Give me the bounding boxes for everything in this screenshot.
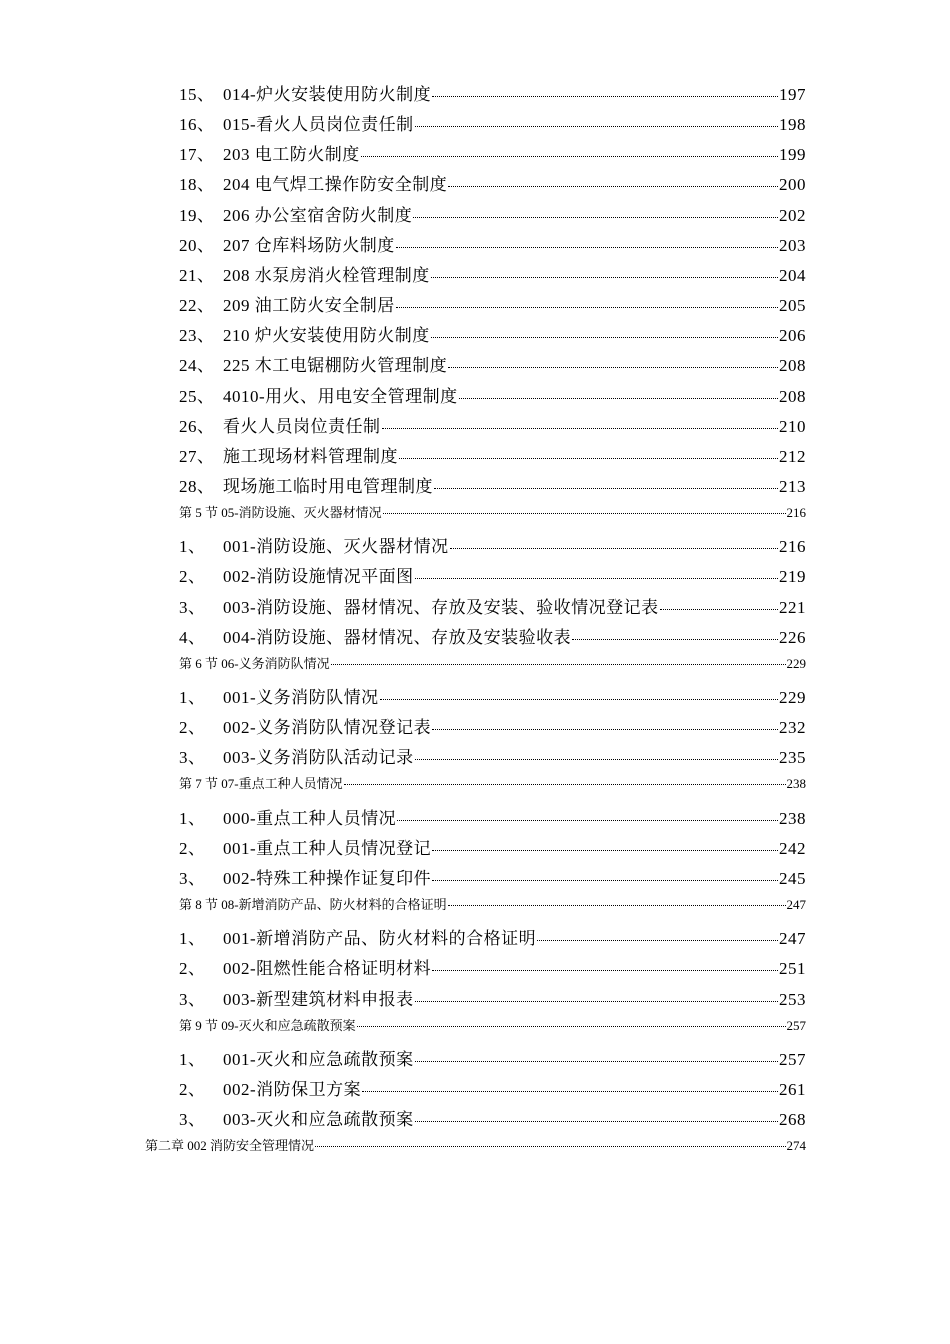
toc-entry[interactable] bbox=[179, 1105, 806, 1135]
toc-page-number: 197 bbox=[779, 85, 806, 104]
toc-entry-title: 210 炉火安装使用防火制度 bbox=[223, 326, 430, 346]
toc-entry-title: 206 办公室宿舍防火制度 bbox=[223, 205, 413, 225]
toc-entry-number: 25、 bbox=[179, 386, 215, 406]
toc-page-number: 202 bbox=[779, 205, 806, 225]
toc-entry[interactable] bbox=[179, 80, 806, 110]
dot-leader bbox=[459, 397, 778, 399]
toc-page-number: 242 bbox=[779, 838, 806, 858]
toc-entry-title: 004-消防设施、器材情况、存放及安装验收表 bbox=[223, 627, 572, 647]
toc-page-number: 208 bbox=[779, 356, 806, 376]
toc-entry[interactable] bbox=[179, 864, 806, 894]
toc-entry-number: 4、 bbox=[179, 627, 206, 647]
toc-page-number: 210 bbox=[779, 416, 806, 436]
dot-leader bbox=[397, 819, 778, 821]
dot-leader bbox=[396, 246, 778, 248]
dot-leader bbox=[383, 512, 786, 514]
toc-section-heading[interactable] bbox=[179, 502, 806, 532]
toc-entry-title: 002-特殊工种操作证复印件 bbox=[223, 868, 432, 888]
toc-entry[interactable] bbox=[179, 1045, 806, 1075]
toc-page-number: 274 bbox=[786, 1138, 806, 1154]
toc-entry-title: 001-义务消防队情况 bbox=[223, 688, 379, 707]
toc-page-number: 221 bbox=[779, 597, 806, 617]
toc-entry-title: 现场施工临时用电管理制度 bbox=[223, 476, 433, 496]
toc-entry[interactable] bbox=[179, 562, 806, 592]
toc-entry[interactable] bbox=[179, 924, 806, 954]
dot-leader bbox=[448, 904, 786, 906]
toc-entry-number: 3、 bbox=[179, 597, 206, 617]
toc-section-heading[interactable] bbox=[179, 773, 806, 803]
dot-leader bbox=[396, 306, 778, 308]
toc-entry[interactable] bbox=[179, 321, 806, 351]
toc-entry-number: 22、 bbox=[179, 296, 215, 316]
toc-entry[interactable] bbox=[179, 683, 806, 713]
toc-page-number: 229 bbox=[786, 655, 806, 671]
toc-entry-number: 21、 bbox=[179, 265, 215, 285]
dot-leader bbox=[415, 577, 778, 579]
toc-entry[interactable] bbox=[179, 201, 806, 231]
toc-entry-title: 看火人员岗位责任制 bbox=[223, 416, 381, 436]
dot-leader bbox=[399, 457, 778, 459]
toc-entry-number: 23、 bbox=[179, 326, 215, 346]
toc-entry[interactable] bbox=[179, 412, 806, 442]
dot-leader bbox=[415, 1060, 778, 1062]
dot-leader bbox=[415, 1000, 778, 1002]
toc-page-number: 226 bbox=[779, 627, 806, 647]
toc-entry[interactable] bbox=[179, 231, 806, 261]
toc-entry-title: 208 水泵房消火栓管理制度 bbox=[223, 265, 430, 285]
toc-entry-title: 第 8 节 08-新增消防产品、防火材料的合格证明 bbox=[179, 897, 447, 913]
toc-entry-title: 003-新型建筑材料申报表 bbox=[223, 989, 414, 1009]
toc-entry-title: 4010-用火、用电安全管理制度 bbox=[223, 386, 458, 406]
toc-entry-number: 27、 bbox=[179, 446, 215, 466]
toc-page-number: 229 bbox=[779, 688, 806, 707]
toc-entry-number: 28、 bbox=[179, 476, 215, 496]
toc-entry-title: 002-阻燃性能合格证明材料 bbox=[223, 959, 432, 979]
toc-entry-number: 1、 bbox=[179, 808, 206, 828]
toc-page-number: 200 bbox=[779, 175, 806, 195]
toc-page-number: 268 bbox=[779, 1110, 806, 1130]
toc-entry-number: 16、 bbox=[179, 115, 215, 135]
toc-page-number: 216 bbox=[786, 505, 806, 521]
toc-entry-number: 24、 bbox=[179, 356, 215, 376]
toc-entry-title: 第 5 节 05-消防设施、灭火器材情况 bbox=[179, 505, 382, 521]
toc-entry-title: 001-重点工种人员情况登记 bbox=[223, 838, 432, 858]
dot-leader bbox=[448, 185, 778, 187]
dot-leader bbox=[432, 849, 778, 851]
toc-page-number: 204 bbox=[779, 265, 806, 285]
toc-page-number: 238 bbox=[779, 808, 806, 828]
toc-entry[interactable] bbox=[179, 110, 806, 140]
toc-entry-title: 000-重点工种人员情况 bbox=[223, 808, 397, 828]
toc-entry[interactable] bbox=[179, 170, 806, 200]
dot-leader bbox=[448, 366, 778, 368]
toc-page-number: 212 bbox=[779, 446, 806, 466]
toc-page-number: 257 bbox=[779, 1049, 806, 1069]
toc-entry[interactable] bbox=[179, 623, 806, 653]
toc-entry-title: 014-炉火安装使用防火制度 bbox=[223, 85, 432, 104]
toc-page-number: 198 bbox=[779, 115, 806, 135]
toc-page-number: 253 bbox=[779, 989, 806, 1009]
dot-leader bbox=[357, 1025, 786, 1027]
toc-section-heading[interactable] bbox=[179, 1015, 806, 1045]
toc-page-number: 219 bbox=[779, 567, 806, 587]
dot-leader bbox=[344, 783, 786, 785]
toc-entry-number: 1、 bbox=[179, 688, 206, 707]
dot-leader bbox=[431, 276, 778, 278]
toc-entry[interactable] bbox=[179, 532, 806, 562]
toc-entry-number: 2、 bbox=[179, 718, 206, 738]
dot-leader bbox=[362, 1090, 778, 1092]
toc-entry-number: 15、 bbox=[179, 85, 215, 104]
toc-page-number: 213 bbox=[779, 476, 806, 496]
dot-leader bbox=[331, 663, 786, 665]
toc-entry-number: 17、 bbox=[179, 145, 215, 165]
toc-entry-title: 001-灭火和应急疏散预案 bbox=[223, 1049, 414, 1069]
toc-entry-number: 18、 bbox=[179, 175, 215, 195]
toc-page-number: 238 bbox=[786, 776, 806, 792]
toc-entry[interactable] bbox=[179, 985, 806, 1015]
toc-page-number: 245 bbox=[779, 868, 806, 888]
toc-section-heading[interactable] bbox=[179, 653, 806, 683]
toc-entry-number: 20、 bbox=[179, 235, 215, 255]
dot-leader bbox=[660, 608, 778, 610]
dot-leader bbox=[572, 638, 778, 640]
dot-leader bbox=[415, 125, 778, 127]
toc-entry-number: 2、 bbox=[179, 1079, 206, 1099]
toc-entry[interactable] bbox=[179, 743, 806, 773]
toc-entry[interactable] bbox=[179, 1075, 806, 1105]
toc-entry-title: 207 仓库料场防火制度 bbox=[223, 235, 395, 255]
toc-entry[interactable] bbox=[179, 291, 806, 321]
dot-leader bbox=[415, 1120, 778, 1122]
toc-entry-number: 2、 bbox=[179, 838, 206, 858]
dot-leader bbox=[432, 879, 778, 881]
toc-page-number: 232 bbox=[779, 718, 806, 738]
dot-leader bbox=[413, 216, 778, 218]
toc-page-number: 216 bbox=[779, 537, 806, 557]
toc-entry-title: 204 电气焊工操作防安全制度 bbox=[223, 175, 448, 195]
dot-leader bbox=[432, 95, 778, 97]
toc-entry-number: 3、 bbox=[179, 748, 206, 768]
toc-entry-title: 003-义务消防队活动记录 bbox=[223, 748, 414, 768]
dot-leader bbox=[361, 155, 778, 157]
toc-entry[interactable] bbox=[179, 713, 806, 743]
toc-page-number: 208 bbox=[779, 386, 806, 406]
toc-entry[interactable] bbox=[179, 804, 806, 834]
toc-entry[interactable] bbox=[179, 261, 806, 291]
toc-entry-title: 001-新增消防产品、防火材料的合格证明 bbox=[223, 929, 537, 949]
toc-entry[interactable] bbox=[179, 140, 806, 170]
toc-entry-number: 1、 bbox=[179, 929, 206, 949]
toc-page-number: 199 bbox=[779, 145, 806, 165]
dot-leader bbox=[450, 547, 778, 549]
toc-page-number: 251 bbox=[779, 959, 806, 979]
dot-leader bbox=[382, 427, 779, 429]
toc-chapter-heading[interactable] bbox=[145, 1135, 806, 1165]
toc-page-number: 247 bbox=[779, 929, 806, 949]
dot-leader bbox=[432, 728, 778, 730]
toc-entry-number: 2、 bbox=[179, 959, 206, 979]
toc-entry[interactable] bbox=[179, 351, 806, 381]
dot-leader bbox=[415, 758, 778, 760]
toc-entry[interactable] bbox=[179, 382, 806, 412]
toc-entry-title: 003-消防设施、器材情况、存放及安装、验收情况登记表 bbox=[223, 597, 659, 617]
toc-entry[interactable] bbox=[179, 954, 806, 984]
toc-page-number: 261 bbox=[779, 1079, 806, 1099]
dot-leader bbox=[315, 1145, 785, 1147]
dot-leader bbox=[432, 969, 778, 971]
toc-entry-number: 26、 bbox=[179, 416, 215, 436]
toc-entry-title: 203 电工防火制度 bbox=[223, 145, 360, 165]
toc-page-number: 257 bbox=[786, 1017, 806, 1033]
toc-section-heading[interactable] bbox=[179, 894, 806, 924]
toc-entry-title: 第二章 002 消防安全管理情况 bbox=[145, 1138, 315, 1154]
toc-entry-title: 015-看火人员岗位责任制 bbox=[223, 115, 414, 135]
dot-leader bbox=[537, 939, 778, 941]
toc-entry-title: 002-消防设施情况平面图 bbox=[223, 567, 414, 587]
dot-leader bbox=[380, 698, 778, 700]
toc-page-number: 205 bbox=[779, 296, 806, 316]
toc-entry-number: 1、 bbox=[179, 1049, 206, 1069]
toc-entry-number: 1、 bbox=[179, 537, 206, 557]
toc-entry[interactable] bbox=[179, 442, 806, 472]
toc-entry-title: 施工现场材料管理制度 bbox=[223, 446, 398, 466]
toc-entry[interactable] bbox=[179, 472, 806, 502]
toc-entry-title: 第 9 节 09-灭火和应急疏散预案 bbox=[179, 1017, 356, 1033]
toc-entry[interactable] bbox=[179, 593, 806, 623]
toc-entry-title: 225 木工电锯棚防火管理制度 bbox=[223, 356, 448, 376]
toc-entry-title: 第 6 节 06-义务消防队情况 bbox=[179, 655, 330, 671]
dot-leader bbox=[434, 487, 778, 489]
toc-page-number: 203 bbox=[779, 235, 806, 255]
toc-entry-number: 3、 bbox=[179, 1110, 206, 1130]
toc-entry-title: 002-消防保卫方案 bbox=[223, 1079, 362, 1099]
dot-leader bbox=[431, 336, 778, 338]
toc-page-number: 247 bbox=[786, 897, 806, 913]
toc-entry-title: 209 油工防火安全制居 bbox=[223, 296, 395, 316]
toc-entry-title: 002-义务消防队情况登记表 bbox=[223, 718, 432, 738]
toc-entry-title: 第 7 节 07-重点工种人员情况 bbox=[179, 776, 343, 792]
toc-entry-number: 19、 bbox=[179, 205, 215, 225]
toc-entry-number: 3、 bbox=[179, 989, 206, 1009]
toc-entry-title: 001-消防设施、灭火器材情况 bbox=[223, 537, 449, 557]
toc-page-number: 206 bbox=[779, 326, 806, 346]
toc-page-number: 235 bbox=[779, 748, 806, 768]
toc-entry-title: 003-灭火和应急疏散预案 bbox=[223, 1110, 414, 1130]
toc-entry-number: 2、 bbox=[179, 567, 206, 587]
toc-entry-number: 3、 bbox=[179, 868, 206, 888]
toc-entry[interactable] bbox=[179, 834, 806, 864]
